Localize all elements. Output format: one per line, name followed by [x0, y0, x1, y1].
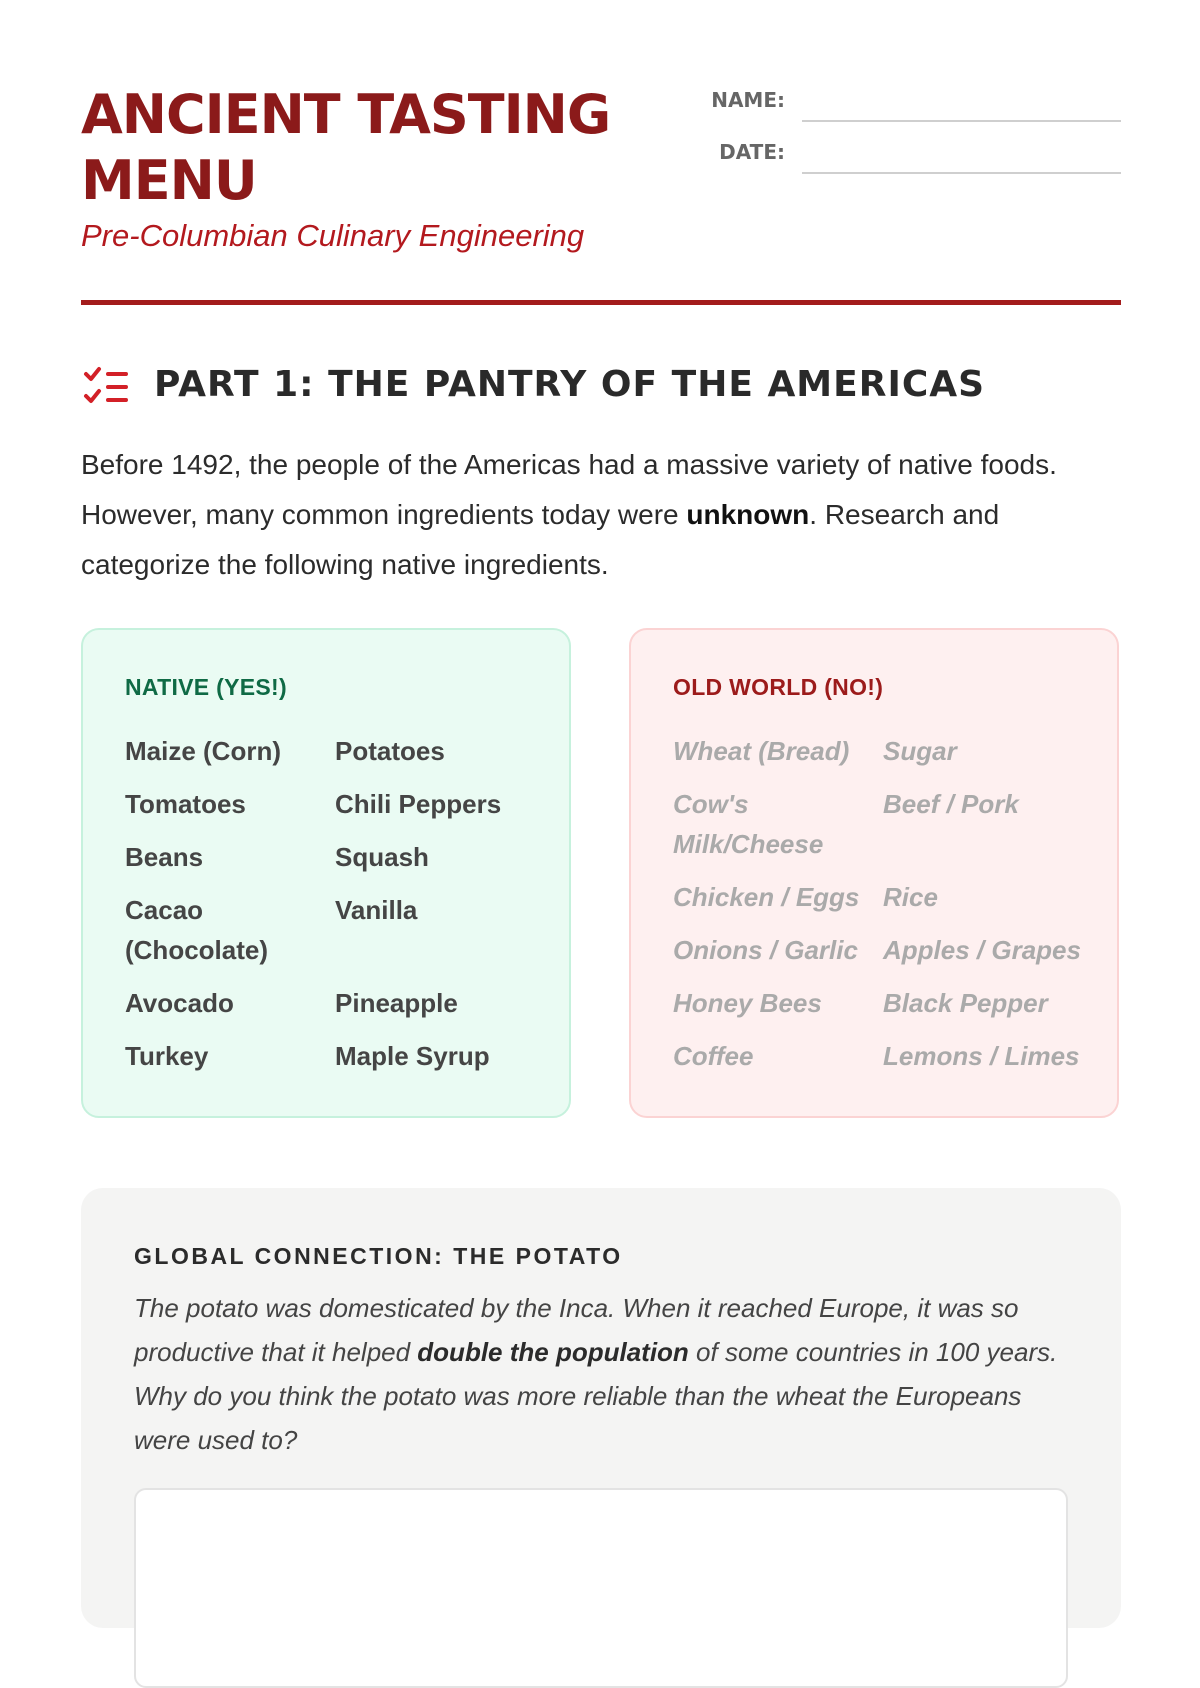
old-world-item[interactable]: Onions / Garlic: [673, 935, 858, 965]
name-line[interactable]: [802, 120, 1121, 122]
connection-question: The potato was domesticated by the Inca. When it reached Europe, it was so productive that it helped double the population of some countries in 100 years. Why do you think the potato was more reliable than the wheat the Europeans were used to?: [134, 1293, 1058, 1455]
old-world-item[interactable]: Beef / Pork: [883, 789, 1019, 819]
old-world-item[interactable]: Coffee: [673, 1041, 754, 1071]
old-world-item[interactable]: Rice: [883, 882, 938, 912]
old-world-item[interactable]: Cow's Milk/Cheese: [673, 789, 824, 859]
native-item[interactable]: Cacao (Chocolate): [125, 895, 268, 965]
old-world-item[interactable]: Honey Bees: [673, 988, 822, 1018]
native-item[interactable]: Turkey: [125, 1041, 209, 1071]
native-item[interactable]: Avocado: [125, 988, 234, 1018]
old-world-box-title: OLD WORLD (NO!): [673, 674, 884, 700]
old-world-item[interactable]: Lemons / Limes: [883, 1041, 1080, 1071]
native-items-grid: [125, 731, 555, 1076]
answer-textbox[interactable]: [134, 1488, 1068, 1688]
native-item[interactable]: Squash: [335, 842, 429, 872]
old-world-item[interactable]: Wheat (Bread): [673, 736, 850, 766]
native-item[interactable]: Maple Syrup: [335, 1041, 490, 1071]
date-line[interactable]: [802, 172, 1121, 174]
old-world-item[interactable]: Apples / Grapes: [883, 935, 1081, 965]
native-item[interactable]: Pineapple: [335, 988, 458, 1018]
date-label: DATE:: [719, 140, 785, 164]
connection-emphasis: double the population: [417, 1337, 689, 1367]
native-item[interactable]: Chili Peppers: [335, 789, 502, 819]
old-world-ingredients-box: [629, 628, 1119, 1118]
part1-title: PART 1: THE PANTRY OF THE AMERICAS: [154, 364, 986, 405]
checklist-icon: [83, 366, 131, 408]
global-connection-panel: [81, 1188, 1121, 1628]
native-item[interactable]: Potatoes: [335, 736, 445, 766]
name-field[interactable]: [691, 82, 1121, 122]
old-world-items-grid: [673, 731, 1103, 1076]
native-box-title: NATIVE (YES!): [125, 674, 287, 700]
part1-heading: [81, 360, 1121, 410]
native-item[interactable]: Beans: [125, 842, 204, 872]
native-item[interactable]: Maize (Corn): [125, 736, 281, 766]
part1-intro: Before 1492, the people of the Americas had a massive variety of native foods. However, many common ingredients today were unknown. Research and categorize the following native ingredients.: [81, 449, 1057, 580]
native-item[interactable]: Tomatoes: [125, 789, 246, 819]
old-world-item[interactable]: Chicken / Eggs: [673, 882, 860, 912]
page-title: ANCIENT TASTING MENU: [81, 83, 611, 212]
old-world-item[interactable]: Sugar: [883, 736, 957, 766]
name-label: NAME:: [711, 88, 785, 112]
native-item[interactable]: Vanilla: [335, 895, 418, 925]
header-divider: [81, 300, 1121, 305]
connection-title: GLOBAL CONNECTION: THE POTATO: [134, 1243, 623, 1269]
date-field[interactable]: [691, 134, 1121, 174]
intro-emphasis: unknown: [686, 499, 810, 530]
old-world-item[interactable]: Black Pepper: [883, 988, 1048, 1018]
page-subtitle: Pre-Columbian Culinary Engineering: [81, 218, 585, 253]
native-ingredients-box: [81, 628, 571, 1118]
